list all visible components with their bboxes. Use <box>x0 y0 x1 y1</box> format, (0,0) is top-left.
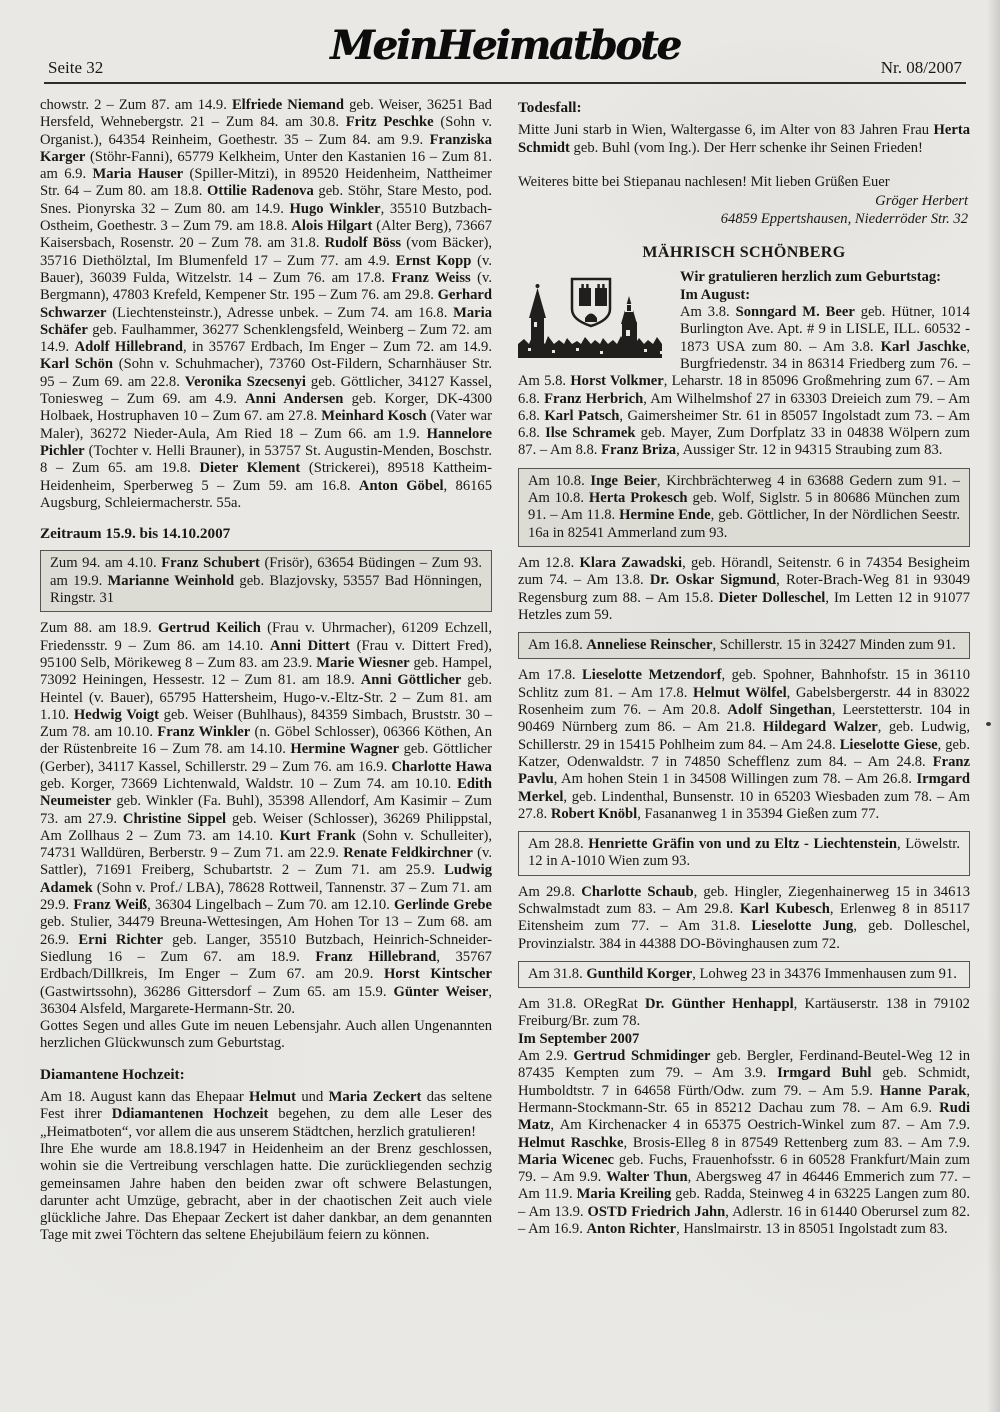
september-heading: Im September 2007 <box>518 1030 640 1047</box>
diamond-wedding-heading: Diamantene Hochzeit: <box>40 1065 185 1083</box>
death-notice-paragraph: Mitte Juni starb in Wien, Waltergasse 6, im Alter von 83 Jahren Frau Herta Schmidt geb. Buhl (vom Ing.). Der Herr schenke ihr Seinen Frieden! <box>518 122 970 156</box>
highlight-box-schubert-weinhold: Zum 94. am 4.10. Franz Schubert (Frisör), 63654 Büdingen – Zum 93. am 19.9. Marianne Weinhold geb. Blazjovsky, 53557 Bad Hönningen, Ringstr. 31 <box>40 550 492 612</box>
diamond-wedding-paragraph-2: Ihre Ehe wurde am 18.8.1947 in Heidenheim an der Brenz geschlossen, wohin sie die Vertreibung verschlagen hatte. Die zurückliegenden sechzig gemeinsamen Jahre haben den beiden zwar oft schwere Belastungen, darunter acht Umzüge, gebracht, aber in der chaotischen Zeit auch viele glückliche Jahre. Das Ehepaar Zeckert ist daher dankbar, an dem genannten Tage mit zwei Töchtern das seltene Ehejubiläum feiern zu können. <box>40 1140 492 1244</box>
scan-speck-artifact <box>986 722 991 726</box>
two-column-body <box>40 84 970 1245</box>
scan-edge-artifact <box>987 0 1000 1412</box>
september-birthday-paragraph: Am 2.9. Gertrud Schmidinger geb. Bergler, Ferdinand-Beutel-Weg 12 in 87435 Kempten zum 79. – Am 3.9. Irmgard Buhl geb. Schmidt, Humboldtstr. 7 in 64658 Fürth/Odw. zum 79. – Am 5.9. Hanne Parak, Hermann-Stockmann-Str. 65 in 85212 Dachau zum 78. – Am 6.9. Rudi Matz, Am Kirchenacker 4 in 65375 Oestrich-Winkel zum 87. – Am 7.9. Helmut Raschke, Brosis-Elleg 8 in 87549 Rettenberg zum 83. – Am 7.9. Maria Wicenec geb. Fuchs, Frauenhofsstr. 6 in 60528 Frankfurt/Main zum 79. – Am 9.9. Walter Thun, Abergsweg 47 in 46446 Emmerich zum 77. – Am 11.9. Maria Kreiling geb. Radda, Steinweg 4 in 63225 Langen zum 80. – Am 13.9. OSTD Friedrich Jahn, Adlerstr. 16 in 61440 Oberursel zum 82. – Am 16.9. Anton Richter, Hanslmairstr. 13 in 85051 Ingolstadt zum 83. <box>518 1048 971 1238</box>
signature-name: Gröger Herbert <box>875 193 968 210</box>
town-crest-illustration <box>518 274 670 358</box>
schoenberg-section-heading: MÄHRISCH SCHÖNBERG <box>642 244 846 262</box>
page-number: Seite 32 <box>48 58 104 77</box>
highlight-box-korger: Am 31.8. Gunthild Korger, Lohweg 23 in 34376 Immenhausen zum 91. <box>518 961 970 988</box>
issue-number: Nr. 08/2007 <box>880 58 962 77</box>
august-birthday-paragraph-5: Am 31.8. ORegRat Dr. Günther Henhappl, Kartäuserstr. 138 in 79102 Freiburg/Br. zum 78. <box>518 996 970 1030</box>
page-header <box>40 0 970 82</box>
august-birthday-paragraph: Wir gratulieren herzlich zum Geburtstag: Im August: Am 3.8. Sonngard M. Beer geb. Hütner, 1014 Burlington Ave. Apt. # 9 in LISLE, ILL. 60532 - 1873 USA zum 80. – Am 3.8. Karl Jaschke, Burgfriedenstr. 34 in 86314 Friedberg zum 76. – Am 5.8. Horst Volkmer, Leharstr. 18 in 85096 Großmehring zum 67. – Am 6.8. Franz Herbrich, Am Wilhelmshof 27 in 63303 Dreieich zum 79. – Am 6.8. Karl Patsch, Gaimersheimer Str. 61 in 85057 Ingolstadt zum 73. – Am 6.8. Ilse Schramek geb. Mayer, Zum Dorfplatz 33 in 04838 Wölpern zum 87. – Am 8.8. Franz Briza, Aussiger Str. 12 in 94315 Straubing zum 83. <box>518 269 971 459</box>
birthday-continuation-paragraph: chowstr. 2 – Zum 87. am 14.9. Elfriede Niemand geb. Weiser, 36251 Bad Hersfeld, Wehnebergstr. 21 – Zum 84. am 30.8. Fritz Peschke (Sohn v. Organist.), 64354 Reinheim, Goethestr. 35 – Zum 84. am 9.9. Franziska Karger (Stöhr-Fanni), 65779 Kelkheim, Unter den Kastanien 16 – Zum 81. am 6.9. Maria Hauser (Spiller-Mitzi), in 89520 Heidenheim, Nattheimer Str. 64 – Zum 80. am 18.8. Ottilie Radenova geb. Stöhr, Stare Mesto, pod. Snes. Pionyrska 32 – Zum 80. am 14.9. Hugo Winkler, 35510 Butzbach-Ostheim, Goethestr. 3 – Zum 79. am 18.8. Alois Hilgart (Alter Berg), 73667 Kaisersbach, Rosenstr. 20 – Zum 78. am 31.8. Rudolf Böss (vom Bäcker), 35716 Diethölztal, Im Blumenfeld 17 – Zum 77. am 4.9. Ernst Kopp (v. Bauer), 36039 Fulda, Witzelstr. 14 – Zum 76. am 17.8. Franz Weiss (v. Bergmann), 47803 Krefeld, Kempener Str. 195 – Zum 76. am 29.8. Gerhard Schwarzer (Liechtensteinstr.), Adresse unbek. – Zum 74. am 16.8. Maria Schäfer geb. Faulhammer, 36277 Schenklengsfeld, Weinberg – Zum 72. am 14.9. Adolf Hillebrand, in 35767 Erdbach, Im Enger – Zum 72. am 14.9. Karl Schön (Sohn v. Schuhmacher), 73760 Ost-Fildern, Scharnhäuser Str. 95 – Zum 69. am 22.8. Veronika Szecsenyi geb. Göttlicher, 34127 Kassel, Toniesweg – Zum 69. am 4.9. Anni Andersen geb. Korger, DK-4300 Holbaek, Hostruphaven 10 – Zum 67. am 27.8. Meinhard Kosch (Vater war Maler), 36272 Nieder-Aula, Am Ried 18 – Zum 66. am 1.9. Hannelore Pichler (Tochter v. Helli Brauner), in 53757 St. Augustin-Menden, Boschstr. 8 – Zum 65. am 19.8. Dieter Klement (Strickerei), 89518 Kattheim-Heidenheim, Sperberweg 5 – Zum 59. am 16.8. Anton Göbel, 86165 Augsburg, Schleiermacherstr. 55a. <box>40 97 493 511</box>
diamond-wedding-paragraph-1: Am 18. August kann das Ehepaar Helmut und Maria Zeckert das seltene Fest ihrer Ddiamantenen Hochzeit begehen, zu dem alle Leser des „Heimatboten“, vor allem die aus unserem Städtchen, herzlich gratulieren! <box>40 1089 493 1140</box>
zeitraum-heading: Zeitraum 15.9. bis 14.10.2007 <box>40 525 231 543</box>
signature-block <box>518 192 968 228</box>
august-birthday-paragraph-3: Am 17.8. Lieselotte Metzendorf, geb. Spohner, Bahnhofstr. 15 in 36110 Schlitz zum 81. – Am 17.8. Helmut Wölfel, Gabelsbergerstr. 44 in 83022 Rosenheim zum 76. – Am 20.8. Adolf Singethan, Leerstetterstr. 104 in 90469 Nürnberg zum 86. – Am 21.8. Hildegard Walzer, geb. Ludwig, Schillerstr. 29 in 15415 Pohlheim zum 84. – Am 24.8. Lieselotte Giese, geb. Katzer, Odenwaldstr. 7 in 74850 Schefflenz zum 84. – Am 24.8. Franz Pavlu, Am hohen Stein 1 in 34508 Willingen zum 78. – Am 26.8. Irmgard Merkel, geb. Lindenthal, Bunsenstr. 10 in 65203 Wiesbaden zum 78. – Am 27.8. Robert Knöbl, Fasananweg 1 in 35394 Gießen zum 77. <box>518 667 970 822</box>
august-birthday-paragraph-2: Am 12.8. Klara Zawadski, geb. Hörandl, Seitenstr. 6 in 74354 Besigheim zum 74. – Am 13.8. Dr. Oskar Sigmund, Roter-Brach-Weg 81 in 93049 Regensburg zum 88. – Am 15.8. Dieter Dolleschel, Im Letten 12 in 91077 Hetzles zum 59. <box>518 554 971 623</box>
closing-greeting-paragraph: Weiteres bitte bei Stiepanau nachlesen! Mit lieben Grüßen Euer <box>518 173 890 190</box>
birthday-paragraph-sept-oct: Zum 88. am 18.9. Gertrud Keilich (Frau v. Uhrmacher), 61209 Echzell, Friedensstr. 9 – Zum 86. am 14.10. Anni Dittert (Frau v. Dittert Fred), 95100 Selb, Mörikeweg 8 – Zum 83. am 23.9. Marie Wiesner geb. Hampel, 73092 Heiningen, Hessestr. 12 – Zum 81. am 18.9. Anni Göttlicher geb. Heintel (v. Bauer), 65795 Hattersheim, Hugo-v.-Eltz-Str. 2 – Zum 81. am 1.10. Hedwig Voigt geb. Weiser (Buhlhaus), 84359 Simbach, Bruststr. 30 – Zum 78. am 10.10. Franz Winkler (n. Göbel Schlosser), 06366 Köthen, An der Rüstenbreite 16 – Zum 78. am 14.10. Hermine Wagner geb. Göttlicher (Gerber), 34117 Kassel, Schillerstr. 29 – Zum 76. am 16.9. Charlotte Hawa geb. Korger, 73669 Lichtenwald, Waldstr. 10 – Zum 74. am 10.10. Edith Neumeister geb. Winkler (Fa. Buhl), 35398 Allendorf, Am Kasimir – Zum 73. am 27.9. Christine Sippel geb. Weiser (Schlosser), 36269 Philippstal, Am Zollhaus 2 – Zum 73. am 14.10. Kurt Frank (Sohn v. Schulleiter), 74731 Walldüren, Berberstr. 9 – Zum 71. am 22.9. Renate Feldkirchner (v. Sattler), 71691 Freiberg, Schubartstr. 2 – Zum 71. am 25.9. Ludwig Adamek (Sohn v. Prof./ LBA), 78628 Rottweil, Tannenstr. 37 – Zum 71. am 29.9. Franz Weiß, 36304 Lingelbach – Zum 70. am 12.10. Gerlinde Grebe geb. Stulier, 34479 Breuna-Wettesingen, Am Hohen Tor 13 – Zum 68. am 26.9. Erni Richter geb. Langer, 35510 Butzbach, Heinrich-Schneider-Siedlung 16 – Zum 67. am 18.9. Franz Hillebrand, 35767 Erdbach/Dillkreis, Im Enger – Zum 67. am 20.9. Horst Kintscher (Gastwirtssohn), 36286 Gittersdorf – Zum 65. am 15.9. Günter Weiser, 36304 Alsfeld, Margarete-Hermann-Str. 20. <box>40 620 493 1017</box>
august-birthday-paragraph-4: Am 29.8. Charlotte Schaub, geb. Hingler, Ziegenhainerweg 15 in 34613 Schwalmstadt zum 83. – Am 29.8. Karl Kubesch, Erlenweg 8 in 85117 Eitensheim zum 77. – Am 31.8. Lieselotte Jung, geb. Dolleschel, Provinzialstr. 384 in 44388 DO-Bövinghausen zum 72. <box>518 883 970 952</box>
left-column <box>40 97 492 1245</box>
highlight-box-beier-prokesch-ende: Am 10.8. Inge Beier, Kirchbrächterweg 4 in 63688 Gedern zum 91. – Am 10.8. Herta Prokesch geb. Wolf, Siglstr. 5 in 80686 München zum 91. – Am 11.8. Hermine Ende, geb. Göttlicher, In der Nördlichen Seestr. 16a in 82541 Ammerland zum 93. <box>518 468 970 547</box>
right-column <box>518 97 970 1245</box>
death-notice-heading: Todesfall: <box>518 99 582 116</box>
masthead-logo: MeinHeimatbote <box>330 22 680 69</box>
signature-address: 64859 Eppertshausen, Niederröder Str. 32 <box>720 211 968 228</box>
highlight-box-reinscher: Am 16.8. Anneliese Reinscher, Schillerstr. 15 in 32427 Minden zum 91. <box>518 632 970 659</box>
blessing-paragraph: Gottes Segen und alles Gute im neuen Lebensjahr. Auch allen Ungenannten herzlichen Glückwunsch zum Geburtstag. <box>40 1018 492 1052</box>
highlight-box-eltz-liechtenstein: Am 28.8. Henriette Gräfin von und zu Eltz - Liechtenstein, Löwelstr. 12 in A-1010 Wien zum 93. <box>518 831 970 876</box>
